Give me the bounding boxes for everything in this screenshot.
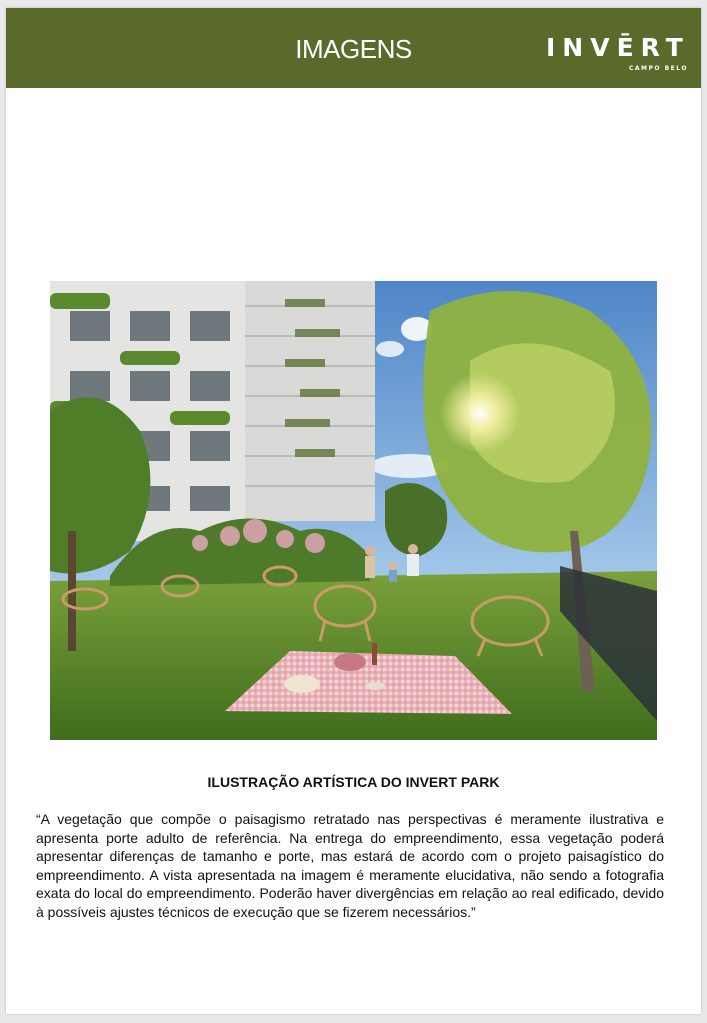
invert-logo [546,33,696,73]
page-title: IMAGENS [295,34,412,64]
park-illustration-image [50,281,657,740]
logo-wordmark: INVĒRT [546,33,690,62]
image-caption: ILUSTRAÇÃO ARTÍSTICA DO INVERT PARK [207,774,500,790]
disclaimer-text: “A vegetação que compõe o paisagismo retratado nas perspectivas é meramente ilustrativa e apresenta porte adulto de referência. Na entrega do empreendimento, essa vegetação poderá apresentar diferenças de tamanho e porte, mas estará de acordo com o projeto paisagístico do empreendimento. A vista apresentada na imagem é meramente elucidativa, não sendo a fotografia exata do local do empreendimento. Poderão haver divergências em relação ao real edificado, devido à possíveis ajustes técnicos de execução que se fizerem necessários.” [36,811,664,920]
logo-subtitle: CAMPO BELO [629,65,688,72]
document-page [6,8,701,1014]
page-header [6,8,701,88]
